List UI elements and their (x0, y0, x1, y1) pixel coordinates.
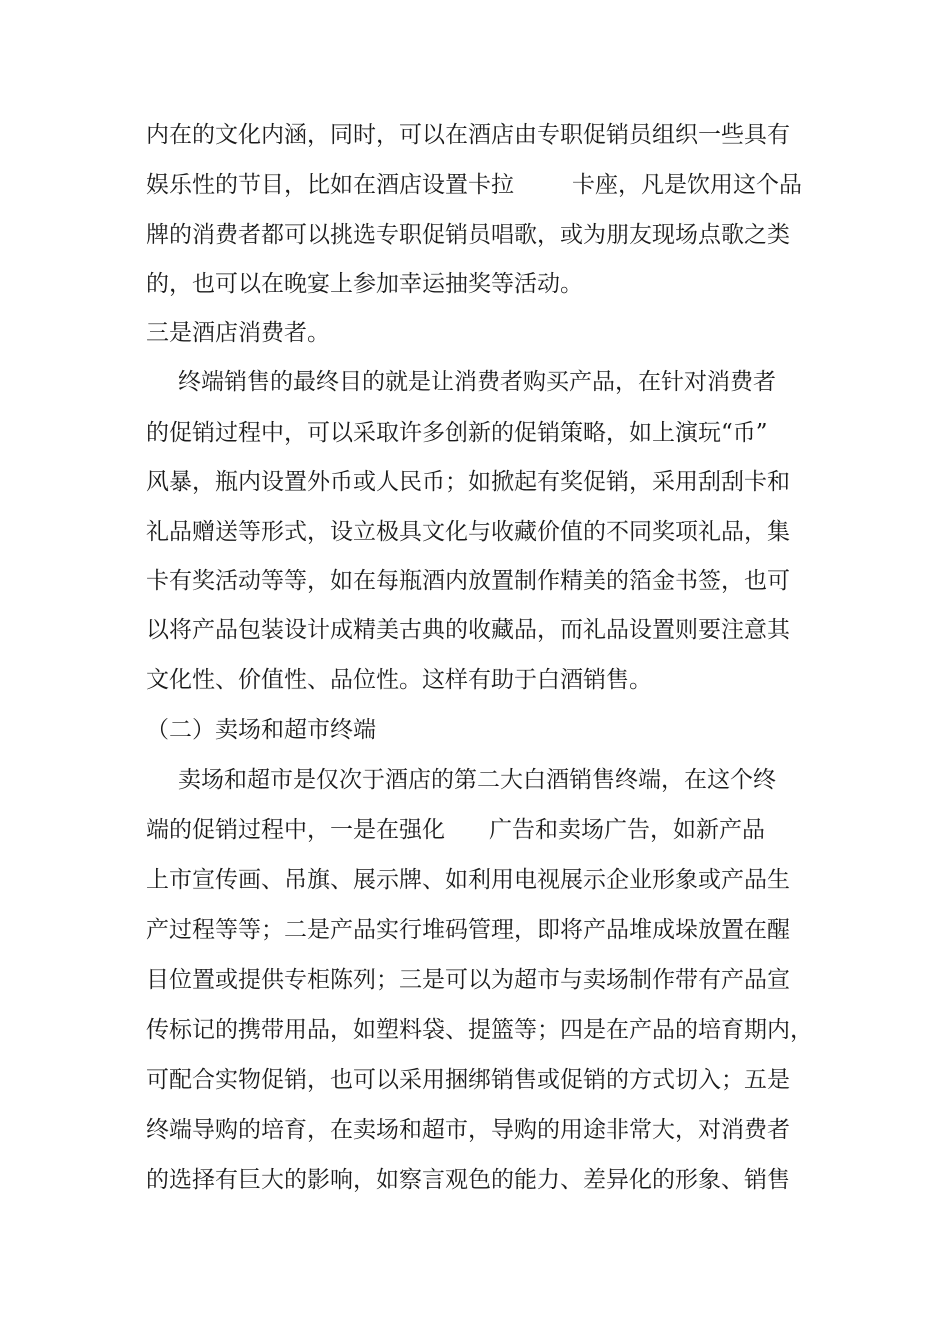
text-segment: 卡座，凡是饮用这个品 (572, 172, 802, 198)
text-line: 可配合实物促销，也可以采用捆绑销售或促销的方式切入；五是 (146, 1067, 790, 1093)
text-segment: 端的促销过程中，一是在强化 (146, 817, 445, 843)
text-line (146, 810, 765, 850)
text-line: 内在的文化内涵，同时，可以在酒店由专职促销员组织一些具有 (146, 122, 790, 148)
text-line: 牌的消费者都可以挑选专职促销员唱歌，或为朋友现场点歌之类 (146, 222, 790, 248)
text-segment: 娱乐性的节目，比如在酒店设置卡拉 (146, 172, 514, 198)
section-heading: （二）卖场和超市终端 (146, 717, 376, 743)
text-line: 目位置或提供专柜陈列；三是可以为超市与卖场制作带有产品宣 (146, 967, 790, 993)
text-line: 以将产品包装设计成精美古典的收藏品，而礼品设置则要注意其 (146, 617, 790, 643)
text-line (146, 165, 802, 205)
text-line: 的选择有巨大的影响，如察言观色的能力、差异化的形象、销售 (146, 1167, 790, 1193)
text-line: 上市宣传画、吊旗、展示牌、如利用电视展示企业形象或产品生 (146, 867, 790, 893)
text-line: 卖场和超市是仅次于酒店的第二大白酒销售终端，在这个终 (178, 767, 776, 793)
text-line: 礼品赠送等形式，设立极具文化与收藏价值的不同奖项礼品，集 (146, 519, 790, 545)
text-line: 卡有奖活动等等，如在每瓶酒内放置制作精美的箔金书签，也可 (146, 568, 790, 594)
text-line: 终端销售的最终目的就是让消费者购买产品，在针对消费者 (178, 369, 776, 395)
text-segment: 广告和卖场广告，如新产品 (489, 817, 765, 843)
text-line: 的，也可以在晚宴上参加幸运抽奖等活动。 (146, 271, 583, 297)
text-line: 终端导购的培育，在卖场和超市，导购的用途非常大，对消费者 (146, 1117, 790, 1143)
text-line: 文化性、价值性、品位性。这样有助于白酒销售。 (146, 667, 652, 693)
text-line: 产过程等等；二是产品实行堆码管理，即将产品堆成垛放置在醒 (146, 917, 790, 943)
text-line: 的促销过程中，可以采取许多创新的促销策略，如上演玩“币” (146, 420, 768, 446)
section-heading: 三是酒店消费者。 (146, 320, 330, 346)
text-line: 传标记的携带用品，如塑料袋、提篮等；四是在产品的培育期内， (146, 1017, 813, 1043)
text-line: 风暴，瓶内设置外币或人民币；如掀起有奖促销，采用刮刮卡和 (146, 469, 790, 495)
